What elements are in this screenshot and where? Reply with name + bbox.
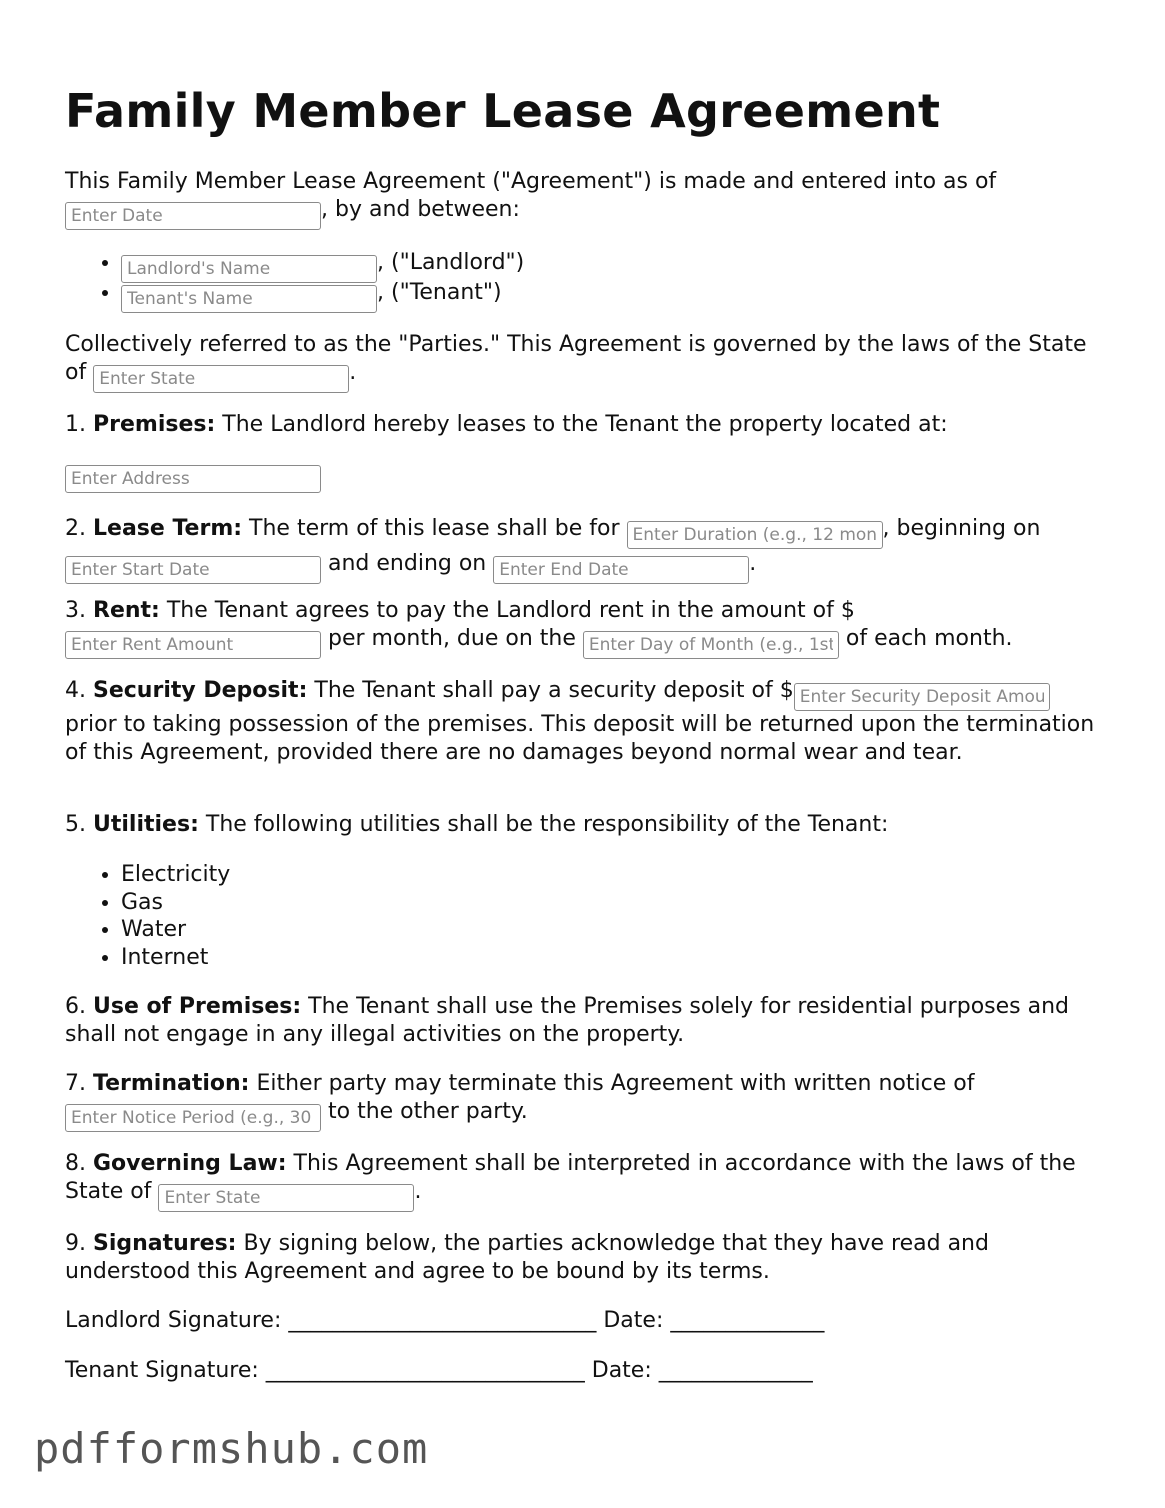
signatures-clause [65, 1230, 1105, 1285]
governing-heading: Governing Law: [93, 1151, 287, 1176]
deposit-number: 4. [65, 678, 86, 703]
intro-after-date: , by and between: [321, 196, 520, 222]
premises-clause [65, 411, 1105, 439]
tenant-suffix: , ("Tenant") [377, 280, 502, 305]
intro-text: This Family Member Lease Agreement ("Agreement") is made and entered into as of [65, 169, 997, 194]
premises-heading: Premises: [93, 412, 216, 437]
signatures-text: By signing below, the parties acknowledge that they have read and understood this Agreement and agree to be bound by its terms. [65, 1231, 989, 1284]
signatures-heading: Signatures: [93, 1231, 237, 1256]
termination-clause [65, 1070, 1105, 1132]
tenant-name-field[interactable] [121, 285, 377, 313]
use-text: The Tenant shall use the Premises solely for residential purposes and shall not engage in any illegal activities on the property. [65, 994, 1069, 1047]
utilities-clause [65, 811, 1105, 839]
signatures-number: 9. [65, 1231, 86, 1256]
deposit-amount-field[interactable] [794, 683, 1050, 711]
deposit-heading: Security Deposit: [93, 678, 308, 703]
use-clause [65, 993, 1105, 1048]
collective-text: Collectively referred to as the "Parties." This Agreement is governed by the laws of the State of [65, 332, 1087, 385]
collective-end: . [349, 359, 357, 385]
lease-term-heading: Lease Term: [93, 516, 243, 541]
parties-list [65, 248, 1105, 308]
rent-text3: of each month. [845, 625, 1013, 651]
lease-term-text2: , beginning on [882, 516, 1041, 541]
termination-text1: Either party may terminate this Agreement with written notice of [256, 1071, 975, 1096]
rent-amount-field[interactable] [65, 631, 321, 659]
deposit-text2: prior to taking possession of the premises. This deposit will be returned upon the termination of this Agreement, provided there are no damages beyond normal wear and tear. [65, 712, 1095, 765]
notice-period-field[interactable] [65, 1104, 321, 1132]
landlord-suffix: , ("Landlord") [377, 250, 525, 275]
deposit-clause [65, 677, 1105, 766]
lease-term-text1: The term of this lease shall be for [249, 516, 620, 541]
premises-number: 1. [65, 412, 86, 437]
governing-number: 8. [65, 1151, 86, 1176]
agreement-date-field[interactable] [65, 202, 321, 230]
utilities-list-wrap [65, 861, 1105, 971]
landlord-signature-line: Landlord Signature: ____________________________ Date: ______________ [65, 1308, 825, 1333]
termination-text2: to the other party. [328, 1098, 528, 1124]
utilities-number: 5. [65, 812, 86, 837]
governing-clause [65, 1150, 1105, 1212]
end-date-field[interactable] [493, 556, 749, 584]
lease-term-number: 2. [65, 516, 86, 541]
utility-item-internet: • Internet [121, 944, 1105, 972]
utility-item-gas: • Gas [121, 889, 1105, 917]
governing-state-field[interactable] [93, 365, 349, 393]
collective-paragraph [65, 331, 1105, 393]
termination-heading: Termination: [93, 1071, 250, 1096]
intro-paragraph [65, 168, 1105, 230]
duration-field[interactable] [627, 521, 883, 549]
utility-item-electricity: • Electricity [121, 861, 1105, 889]
lease-term-end: . [749, 551, 757, 576]
deposit-text1: The Tenant shall pay a security deposit of $ [314, 678, 794, 703]
utilities-text: The following utilities shall be the responsibility of the Tenant: [205, 812, 889, 837]
lease-term-text3: and ending on [328, 551, 487, 576]
party-item-landlord [121, 248, 1105, 278]
use-number: 6. [65, 994, 86, 1019]
premises-address-row [65, 465, 1105, 493]
utilities-list [65, 861, 1105, 971]
use-heading: Use of Premises: [93, 994, 302, 1019]
governing-text1: This Agreement shall be interpreted in accordance with the laws of the State of [65, 1151, 1076, 1204]
utility-item-water: • Water [121, 916, 1105, 944]
rent-number: 3. [65, 598, 86, 623]
utilities-heading: Utilities: [93, 812, 199, 837]
termination-number: 7. [65, 1071, 86, 1096]
rent-text1: The Tenant agrees to pay the Landlord rent in the amount of $ [166, 598, 855, 623]
premises-text: The Landlord hereby leases to the Tenant the property located at: [222, 412, 948, 437]
document-title: Family Member Lease Agreement [65, 84, 941, 138]
watermark-text: pdfformshub.com [34, 1424, 429, 1473]
governing-law-state-field[interactable] [158, 1184, 414, 1212]
address-field[interactable] [65, 465, 321, 493]
parties-section [65, 248, 1105, 308]
governing-end: . [414, 1178, 422, 1204]
party-item-tenant [121, 278, 1105, 308]
rent-day-field[interactable] [583, 631, 839, 659]
rent-clause [65, 597, 1105, 659]
lease-term-clause [65, 514, 1105, 584]
rent-heading: Rent: [93, 598, 160, 623]
tenant-signature-line: Tenant Signature: _____________________________ Date: ______________ [65, 1358, 813, 1383]
start-date-field[interactable] [65, 556, 321, 584]
rent-text2: per month, due on the [328, 625, 576, 651]
